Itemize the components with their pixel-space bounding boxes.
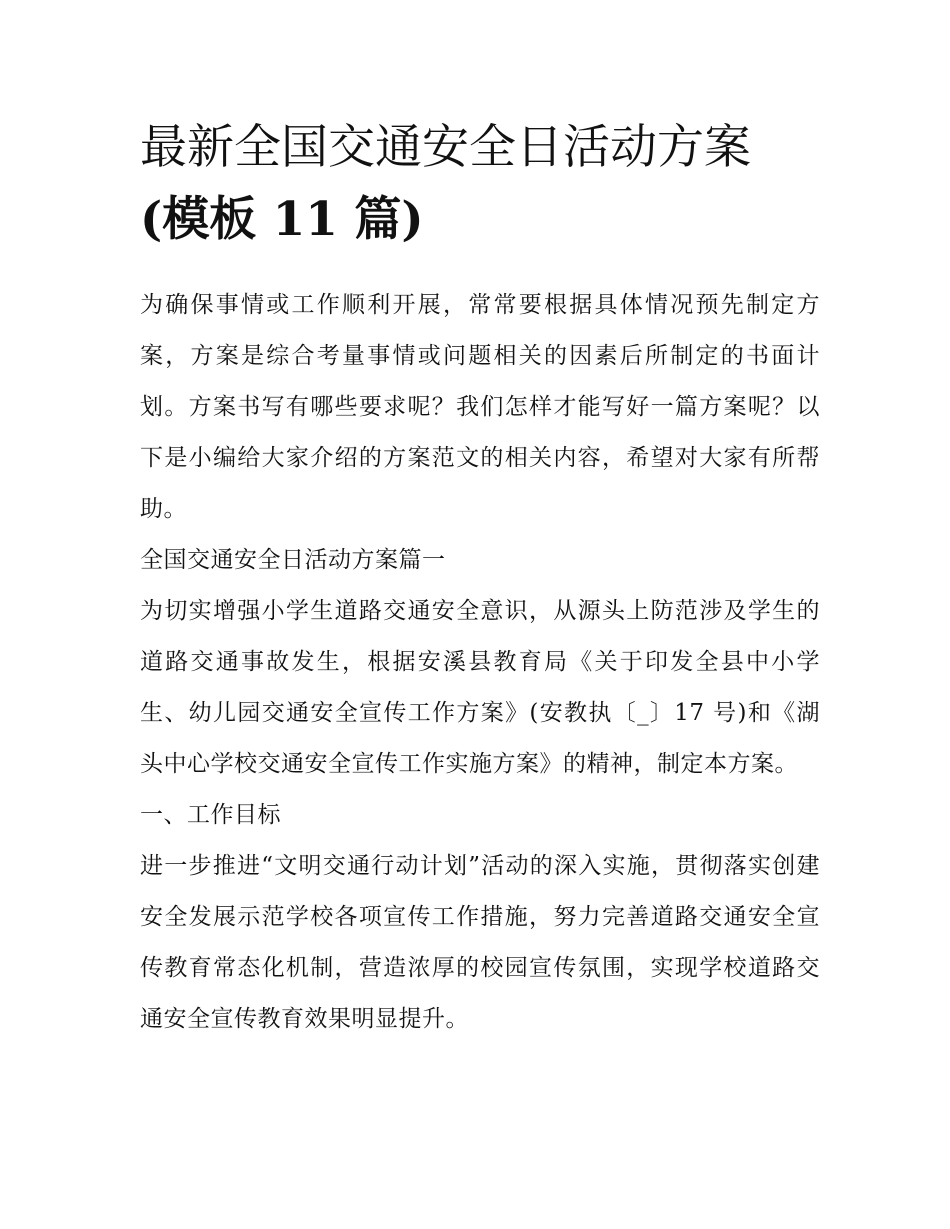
- section-title: 全国交通安全日活动方案篇一: [140, 547, 446, 573]
- goal-paragraph: 进一步推进“文明交通行动计划”活动的深入实施，贯彻落实创建安全发展示范学校各项宣传工作措施，努力完善道路交通安全宣传教育常态化机制，营造浓厚的校园宣传氛围，实现学校道路交通安全宣传教育效果明显提升。: [140, 853, 820, 1032]
- document-title: [140, 112, 820, 256]
- intro-paragraph: 为确保事情或工作顺利开展，常常要根据具体情况预先制定方案，方案是综合考量事情或问题相关的因素后所制定的书面计划。方案书写有哪些要求呢？我们怎样才能写好一篇方案呢？以下是小编给大家介绍的方案范文的相关内容，希望对大家有所帮助。: [140, 292, 820, 522]
- subheading-goals: 一、工作目标: [140, 802, 281, 828]
- section-body-paragraph: 为切实增强小学生道路交通安全意识，从源头上防范涉及学生的道路交通事故发生，根据安溪县教育局《关于印发全县中小学生、幼儿园交通安全宣传工作方案》(安教执〔_〕17 号)和《湖头中心学校交通安全宣传工作实施方案》的精神，制定本方案。: [140, 598, 820, 777]
- title-line-2: (模板 11 篇): [140, 192, 424, 247]
- document-page: [140, 112, 820, 1045]
- title-line-1: 最新全国交通安全日活动方案: [140, 120, 751, 175]
